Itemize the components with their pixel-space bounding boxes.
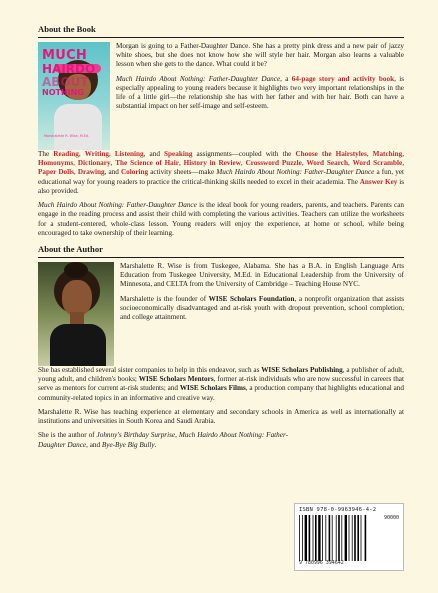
- author-foundation: Marshalette is the founder of WISE Scholars Foundation, a nonprofit organization that assists socioeconomically disadvantaged and at-risk youth with dropout prevention, school completion, and college attainment.: [120, 294, 405, 322]
- author-photo: [38, 262, 114, 366]
- section-divider: [38, 37, 404, 38]
- cover-title-line1: MUCH: [42, 48, 88, 63]
- back-cover: [38, 24, 404, 455]
- barcode-digits: 9 780996 394642: [299, 561, 344, 566]
- cover-title-line2: HAIRDO: [42, 62, 96, 76]
- book-cover-image: [38, 42, 110, 150]
- book-audience: Much Hairdo About Nothing: Father-Daughter Dance is the ideal book for young readers, parents, and teachers. Parents can engage in the reading process and assist their child with completing the various activities. Teachers can utilize the worksheets for a student-centered, whole-class lesson. Young readers will enjoy the experience, at home or school, while being encouraged to take ownership of their learning.: [38, 201, 405, 237]
- cover-title-line4: NOTHING: [42, 88, 84, 97]
- author-education: Marshalette R. Wise is from Tuskegee, Alabama. She has a B.A. in English Language Arts Education from Tuskegee University, M.Ed. in Educational Leadership from the University of Minnesota, and CELTA from the University of Cambridge – Teaching House NYC.: [120, 261, 404, 289]
- barcode-price: 90000: [383, 515, 399, 521]
- author-bio-top: [120, 262, 404, 366]
- about-book-text: [116, 42, 404, 150]
- isbn-number: ISBN 978-0-9963946-4-2: [299, 507, 377, 513]
- book-intro: Morgan is going to a Father-Daughter Dance. She has a pretty pink dress and a new pair of jazzy white shoes, but she does not know how she will style her hair. Morgan also learns a valuable lesson when she gets to the dance. What could it be?: [116, 42, 404, 69]
- book-description: Much Hairdo About Nothing: Father-Daughter Dance, a 64-page story and activity book, is especially appealing to young readers because it highlights two very important relationships in the life of a little girl—the relationship she has with her father and with her hair. Both can have a substantial impact on her self-image and self-esteem.: [116, 74, 404, 111]
- about-author-heading: About the Author: [38, 243, 103, 254]
- author-companies: She has established several sister companies to help in this endeavor, such as WISE Scholars Publishing, a publisher of adult, young adult, and children's books; WISE Scholars Mentors, former at-risk individuals who are now successful in careers that serve as mentors for current at-risk students; and WISE Scholars Films, a production company that highlights educational and community-related topics in an informative and creative way.: [38, 365, 404, 402]
- book-activities: The Reading, Writing, Listening, and Speaking assignments—coupled with the Choose the Hairstyles, Matching, Homonyms, Dictionary, The Science of Hair, History in Review, Crossword Puzzle, Word Search, Word Scramble, Paper Dolls, Drawing, and Coloring activity sheets—make Much Hairdo About Nothing: Father-Daughter Dance a fun, yet educational way for young readers to practice the critical-thinking skills needed to excel in their academia. The Answer Key is also provided.: [38, 150, 405, 195]
- author-teaching: Marshalette R. Wise has teaching experience at elementary and secondary schools in America as well as internationally at institutions and universities in South Korea and Saudi Arabia.: [38, 407, 404, 426]
- cover-title-line3: ABOUT: [42, 75, 89, 89]
- section-divider: [38, 257, 404, 258]
- barcode-icon: [299, 515, 369, 561]
- cover-author: Marshalette R. Wise, M.Ed.: [44, 134, 90, 138]
- about-author-row: [38, 262, 404, 366]
- about-book-heading: About the Book: [38, 24, 96, 34]
- author-books: She is the author of Johnny's Birthday Surprise, Much Hairdo About Nothing: Father-Daughter Dance, and Bye-Bye Big Bully.: [38, 431, 288, 449]
- isbn-barcode: [294, 503, 404, 571]
- about-book-row: [38, 42, 404, 150]
